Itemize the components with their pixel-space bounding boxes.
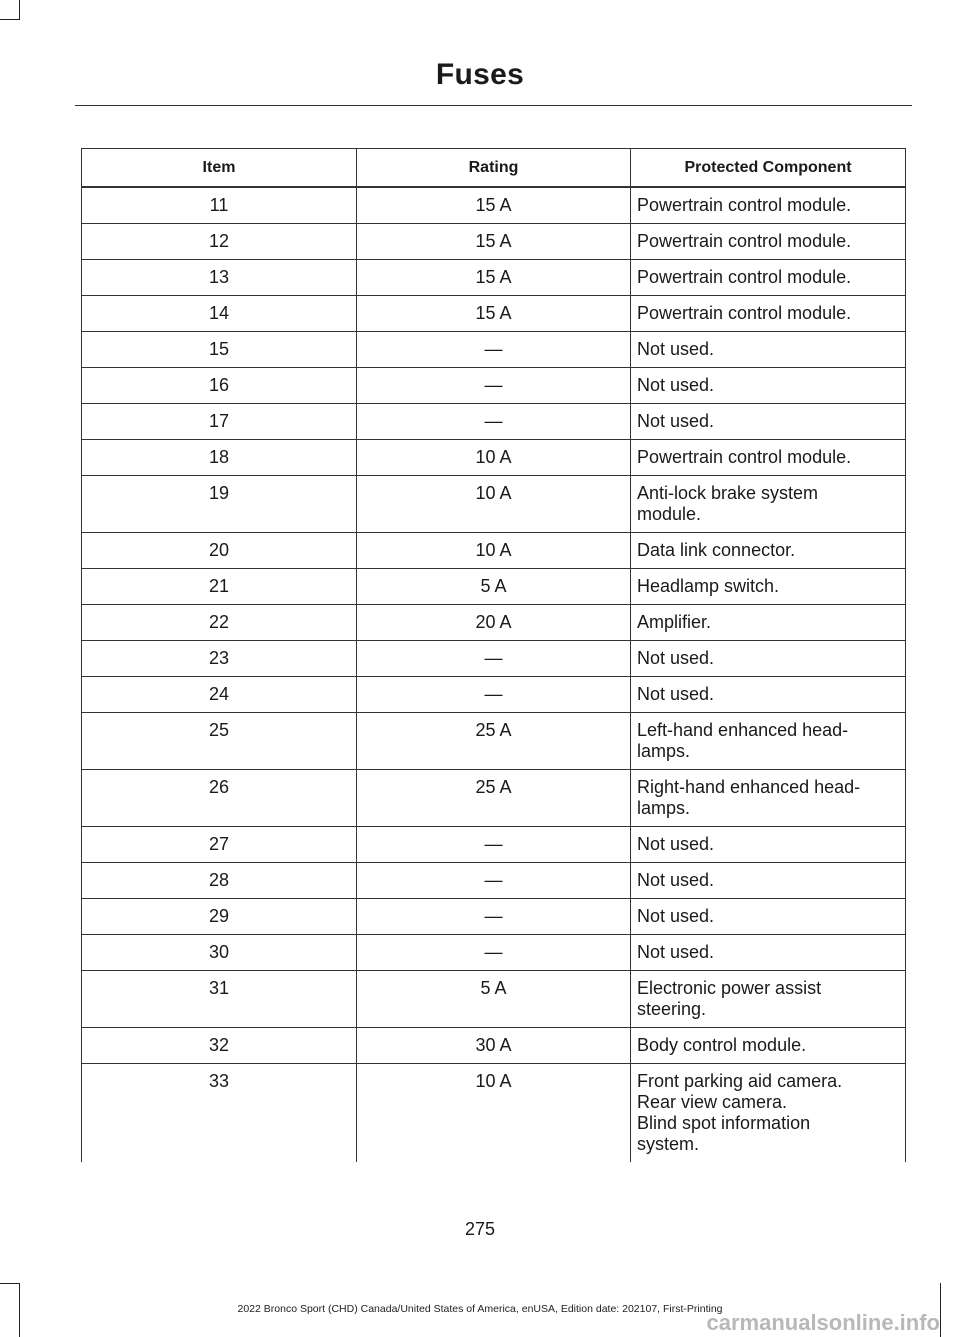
table-row [82,971,906,1028]
table-row [82,368,906,404]
cell-rating: — [357,677,631,713]
cell-rating: — [357,404,631,440]
crop-mark [0,1283,20,1284]
cell-protected-component [631,368,906,404]
header-protected-component: Protected Component [631,149,906,188]
cell-protected-component [631,677,906,713]
table-row [82,476,906,533]
cell-protected-component [631,476,906,533]
cell-rating: 10 A [357,440,631,476]
footer-edition-info: 2022 Bronco Sport (CHD) Canada/United States of America, enUSA, Edition date: 202107, First-Printing [237,1303,723,1315]
cell-rating: 30 A [357,1028,631,1064]
cell-rating: — [357,935,631,971]
cell-protected-component [631,1064,906,1163]
cell-protected-component [631,533,906,569]
table-row [82,404,906,440]
table-row [82,713,906,770]
cell-rating: — [357,368,631,404]
cell-item: 33 [82,1064,357,1163]
cell-item: 12 [82,224,357,260]
cell-item: 21 [82,569,357,605]
table-row [82,533,906,569]
cell-protected-component [631,935,906,971]
cell-item: 27 [82,827,357,863]
cell-rating: 10 A [357,476,631,533]
component-text-line: Not used. [637,684,715,704]
cell-protected-component [631,641,906,677]
crop-mark [0,19,20,20]
cell-protected-component [631,296,906,332]
cell-protected-component [631,713,906,770]
table-row [82,863,906,899]
component-text-line: system. [637,1134,700,1154]
cell-item: 22 [82,605,357,641]
component-text-line: Body control module. [637,1035,807,1055]
component-text-line: Powertrain control module. [637,231,852,251]
cell-rating: 20 A [357,605,631,641]
cell-rating: 25 A [357,770,631,827]
table-row [82,569,906,605]
table-row [82,1064,906,1163]
table-row [82,677,906,713]
component-text-line: steering. [637,999,707,1019]
header-item: Item [82,149,357,188]
header-rating: Rating [357,149,631,188]
watermark: carmanualsonline.info [706,1310,940,1335]
component-text-line: Blind spot information [637,1113,811,1133]
table-row [82,296,906,332]
cell-item: 14 [82,296,357,332]
cell-rating: — [357,332,631,368]
cell-item: 13 [82,260,357,296]
cell-rating: — [357,827,631,863]
component-text-line: Not used. [637,870,715,890]
table-row [82,260,906,296]
component-text-line: Not used. [637,834,715,854]
table-header-row [82,149,906,188]
cell-item: 11 [82,187,357,224]
component-text-line: Not used. [637,411,715,431]
component-text-line: lamps. [637,741,691,761]
cell-item: 23 [82,641,357,677]
cell-item: 20 [82,533,357,569]
cell-rating: 15 A [357,296,631,332]
cell-rating: 10 A [357,533,631,569]
cell-item: 25 [82,713,357,770]
component-text-line: Not used. [637,942,715,962]
cell-protected-component [631,332,906,368]
table-row [82,641,906,677]
cell-protected-component [631,440,906,476]
table-row [82,827,906,863]
component-text-line: Anti-lock brake system [637,483,819,503]
table-row [82,770,906,827]
cell-rating: 25 A [357,713,631,770]
component-text-line: module. [637,504,702,524]
cell-protected-component [631,827,906,863]
cell-item: 19 [82,476,357,533]
component-text-line: Front parking aid camera. [637,1071,843,1091]
cell-protected-component [631,187,906,224]
component-text-line: Powertrain control module. [637,303,852,323]
component-text-line: Powertrain control module. [637,267,852,287]
component-text-line: Data link connector. [637,540,796,560]
cell-item: 28 [82,863,357,899]
component-text-line: Not used. [637,648,715,668]
cell-rating: 15 A [357,260,631,296]
cell-rating: 10 A [357,1064,631,1163]
cell-item: 16 [82,368,357,404]
cell-item: 32 [82,1028,357,1064]
component-text-line: Headlamp switch. [637,576,780,596]
cell-rating: 15 A [357,187,631,224]
page-title: Fuses [435,58,525,91]
cell-item: 29 [82,899,357,935]
table-row [82,224,906,260]
cell-rating: 5 A [357,971,631,1028]
table-row [82,605,906,641]
cell-protected-component [631,971,906,1028]
component-text-line: Powertrain control module. [637,195,852,215]
component-text-line: Left-hand enhanced head- [637,720,849,740]
cell-protected-component [631,224,906,260]
cell-protected-component [631,899,906,935]
cell-item: 30 [82,935,357,971]
cell-rating: — [357,641,631,677]
cell-protected-component [631,569,906,605]
cell-rating: 5 A [357,569,631,605]
crop-mark [19,0,20,20]
table-row [82,332,906,368]
component-text-line: Powertrain control module. [637,447,852,467]
component-text-line: Not used. [637,375,715,395]
title-divider [75,105,912,106]
cell-item: 15 [82,332,357,368]
table-row [82,440,906,476]
cell-protected-component [631,770,906,827]
cell-protected-component [631,605,906,641]
cell-item: 26 [82,770,357,827]
table-row [82,899,906,935]
table-row [82,935,906,971]
cell-rating: 15 A [357,224,631,260]
cell-protected-component [631,404,906,440]
cell-item: 18 [82,440,357,476]
cell-protected-component [631,1028,906,1064]
cell-item: 17 [82,404,357,440]
component-text-line: Rear view camera. [637,1092,788,1112]
fuse-table [81,148,906,1162]
component-text-line: Amplifier. [637,612,712,632]
cell-rating: — [357,899,631,935]
table-body [82,187,906,1162]
component-text-line: Electronic power assist [637,978,822,998]
page-number: 275 [464,1219,496,1239]
cell-item: 31 [82,971,357,1028]
cell-protected-component [631,260,906,296]
table-row [82,187,906,224]
table-row [82,1028,906,1064]
component-text-line: lamps. [637,798,691,818]
cell-item: 24 [82,677,357,713]
component-text-line: Not used. [637,906,715,926]
cell-rating: — [357,863,631,899]
component-text-line: Right-hand enhanced head- [637,777,861,797]
component-text-line: Not used. [637,339,715,359]
cell-protected-component [631,863,906,899]
